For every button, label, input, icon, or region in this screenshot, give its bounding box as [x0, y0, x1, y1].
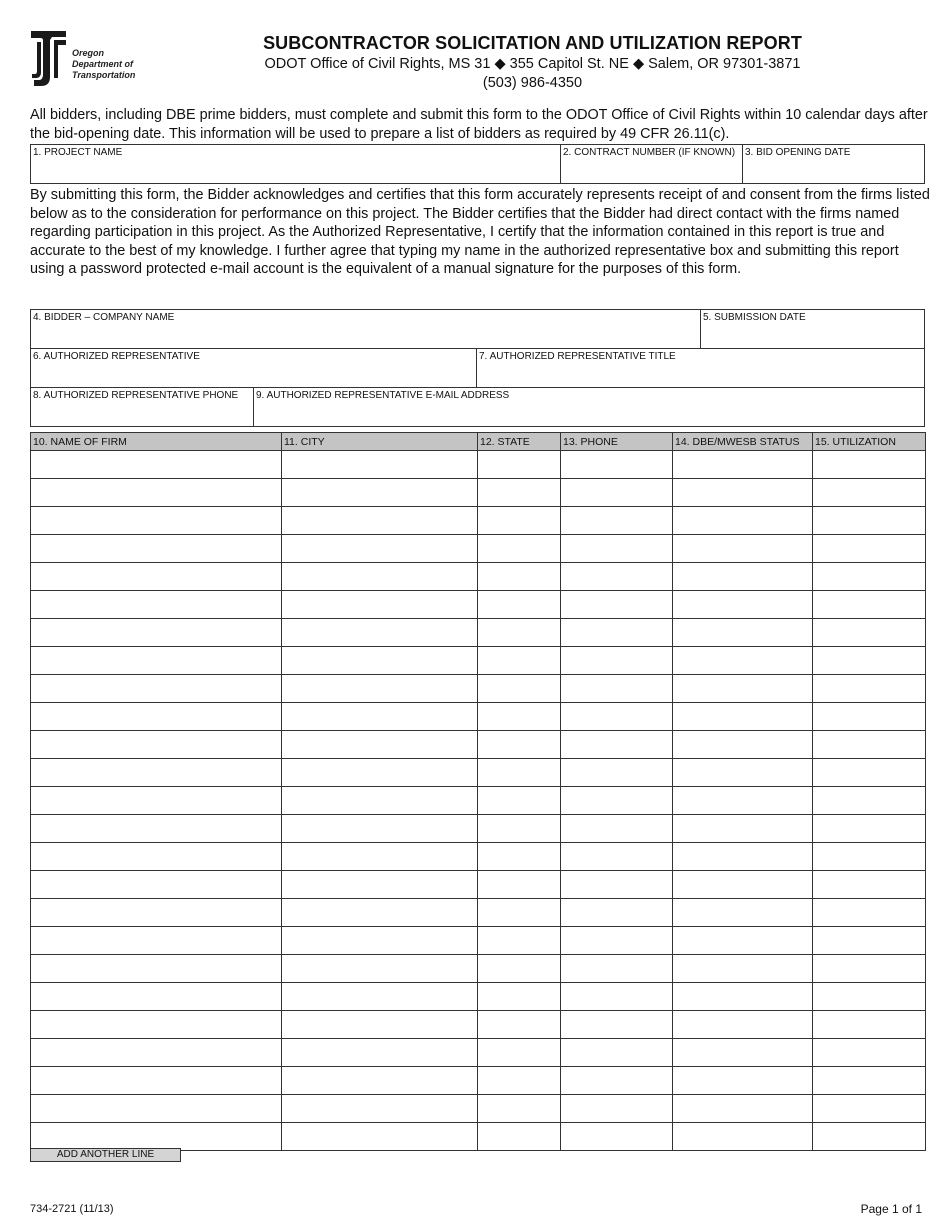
state-cell[interactable]: [478, 647, 561, 675]
authorized-rep-field[interactable]: [30, 348, 477, 388]
firm-name-cell[interactable]: [31, 591, 282, 619]
phone-cell[interactable]: [561, 815, 673, 843]
table-row: [31, 591, 926, 619]
state-cell[interactable]: [478, 1039, 561, 1067]
dbe-status-cell[interactable]: [673, 1067, 813, 1095]
utilization-cell[interactable]: [813, 759, 926, 787]
dbe-status-cell[interactable]: [673, 1039, 813, 1067]
table-row: [31, 675, 926, 703]
phone-cell[interactable]: [561, 871, 673, 899]
city-cell[interactable]: [282, 507, 478, 535]
city-cell[interactable]: [282, 787, 478, 815]
utilization-cell[interactable]: [813, 843, 926, 871]
phone-cell[interactable]: [561, 1123, 673, 1151]
firm-name-cell[interactable]: [31, 1123, 282, 1151]
authorized-rep-email-field[interactable]: [253, 387, 925, 427]
firm-name-cell[interactable]: [31, 507, 282, 535]
table-row: [31, 1123, 926, 1151]
firm-name-cell[interactable]: [31, 479, 282, 507]
utilization-cell[interactable]: [813, 675, 926, 703]
firm-name-cell[interactable]: [31, 703, 282, 731]
add-another-line-button[interactable]: ADD ANOTHER LINE: [30, 1148, 181, 1162]
city-cell[interactable]: [282, 619, 478, 647]
table-row: [31, 479, 926, 507]
state-cell[interactable]: [478, 1123, 561, 1151]
state-cell[interactable]: [478, 871, 561, 899]
table-row: [31, 871, 926, 899]
firm-name-cell[interactable]: [31, 1095, 282, 1123]
column-header-phone: 13. PHONE: [561, 433, 673, 451]
state-cell[interactable]: [478, 759, 561, 787]
city-cell[interactable]: [282, 1011, 478, 1039]
state-cell[interactable]: [478, 451, 561, 479]
dbe-status-cell[interactable]: [673, 703, 813, 731]
city-cell[interactable]: [282, 955, 478, 983]
phone-cell[interactable]: [561, 899, 673, 927]
authorized-rep-phone-field[interactable]: [30, 387, 254, 427]
bid-opening-date-label: 3. BID OPENING DATE: [745, 147, 851, 158]
city-cell[interactable]: [282, 535, 478, 563]
utilization-cell[interactable]: [813, 899, 926, 927]
utilization-cell[interactable]: [813, 815, 926, 843]
phone-cell[interactable]: [561, 955, 673, 983]
city-cell[interactable]: [282, 1039, 478, 1067]
state-cell[interactable]: [478, 535, 561, 563]
phone-cell[interactable]: [561, 927, 673, 955]
utilization-cell[interactable]: [813, 787, 926, 815]
phone-cell[interactable]: [561, 451, 673, 479]
firm-name-cell[interactable]: [31, 899, 282, 927]
table-row: [31, 647, 926, 675]
column-header-utilization: 15. UTILIZATION: [813, 433, 926, 451]
city-cell[interactable]: [282, 871, 478, 899]
utilization-cell[interactable]: [813, 451, 926, 479]
state-cell[interactable]: [478, 955, 561, 983]
table-row: [31, 983, 926, 1011]
table-row: [31, 955, 926, 983]
dbe-status-cell[interactable]: [673, 563, 813, 591]
dbe-status-cell[interactable]: [673, 983, 813, 1011]
table-row: [31, 563, 926, 591]
city-cell[interactable]: [282, 591, 478, 619]
state-cell[interactable]: [478, 1011, 561, 1039]
form-number: 734-2721 (11/13): [30, 1203, 114, 1215]
firm-name-cell[interactable]: [31, 815, 282, 843]
dbe-status-cell[interactable]: [673, 451, 813, 479]
state-cell[interactable]: [478, 675, 561, 703]
table-row: [31, 507, 926, 535]
utilization-cell[interactable]: [813, 507, 926, 535]
table-row: [31, 1095, 926, 1123]
submission-date-field[interactable]: [700, 309, 925, 349]
phone-cell[interactable]: [561, 1011, 673, 1039]
utilization-cell[interactable]: [813, 927, 926, 955]
dbe-status-cell[interactable]: [673, 731, 813, 759]
phone-cell[interactable]: [561, 591, 673, 619]
state-cell[interactable]: [478, 703, 561, 731]
phone-cell[interactable]: [561, 479, 673, 507]
office-address: ODOT Office of Civil Rights, MS 31 ◆ 355 Capitol St. NE ◆ Salem, OR 97301-3871: [264, 56, 801, 72]
utilization-cell[interactable]: [813, 479, 926, 507]
utilization-cell[interactable]: [813, 647, 926, 675]
state-cell[interactable]: [478, 731, 561, 759]
state-cell[interactable]: [478, 843, 561, 871]
utilization-cell[interactable]: [813, 1095, 926, 1123]
firm-name-cell[interactable]: [31, 675, 282, 703]
dbe-status-cell[interactable]: [673, 591, 813, 619]
table-row: [31, 1011, 926, 1039]
column-header-city: 11. CITY: [282, 433, 478, 451]
phone-cell[interactable]: [561, 843, 673, 871]
dbe-status-cell[interactable]: [673, 1123, 813, 1151]
office-phone: (503) 986-4350: [482, 75, 583, 91]
utilization-cell[interactable]: [813, 1039, 926, 1067]
phone-cell[interactable]: [561, 731, 673, 759]
bidder-company-field[interactable]: [30, 309, 701, 349]
utilization-cell[interactable]: [813, 591, 926, 619]
table-row: [31, 1067, 926, 1095]
project-name-label: 1. PROJECT NAME: [33, 147, 123, 158]
odot-logo-mark: [30, 28, 70, 88]
phone-cell[interactable]: [561, 1095, 673, 1123]
city-cell[interactable]: [282, 703, 478, 731]
dbe-status-cell[interactable]: [673, 759, 813, 787]
city-cell[interactable]: [282, 815, 478, 843]
bidder-company-label: 4. BIDDER – COMPANY NAME: [33, 312, 175, 323]
contract-number-field[interactable]: [560, 144, 743, 184]
contract-number-label: 2. CONTRACT NUMBER (IF KNOWN): [563, 147, 736, 158]
city-cell[interactable]: [282, 899, 478, 927]
city-cell[interactable]: [282, 451, 478, 479]
phone-cell[interactable]: [561, 759, 673, 787]
utilization-cell[interactable]: [813, 1011, 926, 1039]
firm-name-cell[interactable]: [31, 1039, 282, 1067]
phone-cell[interactable]: [561, 787, 673, 815]
dbe-status-cell[interactable]: [673, 927, 813, 955]
dbe-status-cell[interactable]: [673, 619, 813, 647]
dbe-status-cell[interactable]: [673, 787, 813, 815]
table-row: [31, 899, 926, 927]
utilization-cell[interactable]: [813, 619, 926, 647]
firm-name-cell[interactable]: [31, 955, 282, 983]
table-row: [31, 1039, 926, 1067]
page-number: Page 1 of 1: [860, 1202, 922, 1216]
state-cell[interactable]: [478, 983, 561, 1011]
city-cell[interactable]: [282, 983, 478, 1011]
column-header-state: 12. STATE: [478, 433, 561, 451]
column-header-dbe-status: 14. DBE/MWESB STATUS: [673, 433, 813, 451]
utilization-cell[interactable]: [813, 703, 926, 731]
city-cell[interactable]: [282, 843, 478, 871]
firm-name-cell[interactable]: [31, 535, 282, 563]
subcontractor-table: [30, 432, 926, 1151]
table-row: [31, 927, 926, 955]
firm-name-cell[interactable]: [31, 731, 282, 759]
logo-line-1: Oregon: [72, 48, 105, 58]
firm-name-cell[interactable]: [31, 647, 282, 675]
firm-name-cell[interactable]: [31, 927, 282, 955]
phone-cell[interactable]: [561, 535, 673, 563]
phone-cell[interactable]: [561, 647, 673, 675]
city-cell[interactable]: [282, 479, 478, 507]
dbe-status-cell[interactable]: [673, 647, 813, 675]
authorized-rep-phone-label: 8. AUTHORIZED REPRESENTATIVE PHONE: [33, 390, 239, 401]
city-cell[interactable]: [282, 731, 478, 759]
dbe-status-cell[interactable]: [673, 479, 813, 507]
firm-name-cell[interactable]: [31, 787, 282, 815]
logo-text: [72, 48, 135, 81]
city-cell[interactable]: [282, 563, 478, 591]
phone-cell[interactable]: [561, 1039, 673, 1067]
phone-cell[interactable]: [561, 703, 673, 731]
city-cell[interactable]: [282, 1067, 478, 1095]
utilization-cell[interactable]: [813, 955, 926, 983]
utilization-cell[interactable]: [813, 1067, 926, 1095]
state-cell[interactable]: [478, 479, 561, 507]
certification-statement: By submitting this form, the Bidder acknowledges and certifies that this form accurately represents receipt of and consent from the firms listed below as to the consideration for performance on this project. The Bidder certifies that the Bidder had direct contact with the firms named regarding participation in this project. As the Authorized Representative, I certify that the information contained in this report is true and accurate to the best of my knowledge. I further agree that typing my name in the authorized representative box and submitting this report using a password protected e-mail account is the equivalent of a manual signature for the purposes of this form.: [30, 187, 930, 278]
table-row: [31, 787, 926, 815]
firm-name-cell[interactable]: [31, 983, 282, 1011]
state-cell[interactable]: [478, 619, 561, 647]
state-cell[interactable]: [478, 927, 561, 955]
table-row: [31, 451, 926, 479]
odot-logo: [30, 28, 150, 88]
dbe-status-cell[interactable]: [673, 843, 813, 871]
project-name-field[interactable]: [30, 144, 561, 184]
state-cell[interactable]: [478, 1095, 561, 1123]
dbe-status-cell[interactable]: [673, 871, 813, 899]
city-cell[interactable]: [282, 1095, 478, 1123]
authorized-rep-email-label: 9. AUTHORIZED REPRESENTATIVE E-MAIL ADDRESS: [256, 390, 510, 401]
dbe-status-cell[interactable]: [673, 675, 813, 703]
column-header-firm-name: 10. NAME OF FIRM: [31, 433, 282, 451]
table-row: [31, 759, 926, 787]
authorized-rep-label: 6. AUTHORIZED REPRESENTATIVE: [33, 351, 200, 362]
utilization-cell[interactable]: [813, 1123, 926, 1151]
firm-name-cell[interactable]: [31, 451, 282, 479]
utilization-cell[interactable]: [813, 731, 926, 759]
firm-name-cell[interactable]: [31, 871, 282, 899]
dbe-status-cell[interactable]: [673, 1095, 813, 1123]
phone-cell[interactable]: [561, 675, 673, 703]
state-cell[interactable]: [478, 591, 561, 619]
state-cell[interactable]: [478, 815, 561, 843]
table-row: [31, 843, 926, 871]
state-cell[interactable]: [478, 787, 561, 815]
firm-name-cell[interactable]: [31, 1067, 282, 1095]
form-title: SUBCONTRACTOR SOLICITATION AND UTILIZATION REPORT: [263, 33, 802, 53]
firm-name-cell[interactable]: [31, 563, 282, 591]
dbe-status-cell[interactable]: [673, 1011, 813, 1039]
state-cell[interactable]: [478, 507, 561, 535]
dbe-status-cell[interactable]: [673, 955, 813, 983]
table-row: [31, 535, 926, 563]
phone-cell[interactable]: [561, 983, 673, 1011]
authorized-rep-title-field[interactable]: [476, 348, 925, 388]
firm-name-cell[interactable]: [31, 619, 282, 647]
utilization-cell[interactable]: [813, 871, 926, 899]
utilization-cell[interactable]: [813, 983, 926, 1011]
city-cell[interactable]: [282, 675, 478, 703]
utilization-cell[interactable]: [813, 535, 926, 563]
state-cell[interactable]: [478, 563, 561, 591]
city-cell[interactable]: [282, 927, 478, 955]
logo-line-2: Department of: [72, 59, 134, 69]
bid-opening-date-field[interactable]: [742, 144, 925, 184]
table-row: [31, 815, 926, 843]
city-cell[interactable]: [282, 1123, 478, 1151]
phone-cell[interactable]: [561, 1067, 673, 1095]
dbe-status-cell[interactable]: [673, 899, 813, 927]
table-row: [31, 619, 926, 647]
dbe-status-cell[interactable]: [673, 507, 813, 535]
dbe-status-cell[interactable]: [673, 815, 813, 843]
state-cell[interactable]: [478, 1067, 561, 1095]
firm-name-cell[interactable]: [31, 1011, 282, 1039]
logo-line-3: Transportation: [72, 70, 136, 80]
city-cell[interactable]: [282, 759, 478, 787]
table-header-row: [31, 433, 926, 451]
firm-name-cell[interactable]: [31, 759, 282, 787]
firm-name-cell[interactable]: [31, 843, 282, 871]
intro-instructions: All bidders, including DBE prime bidders, must complete and submit this form to the ODOT Office of Civil Rights within 10 calendar days after the bid-opening date. This information will be used to prepare a list of bidders as required by 49 CFR 26.11(c).: [30, 107, 928, 142]
phone-cell[interactable]: [561, 563, 673, 591]
state-cell[interactable]: [478, 899, 561, 927]
city-cell[interactable]: [282, 647, 478, 675]
dbe-status-cell[interactable]: [673, 535, 813, 563]
utilization-cell[interactable]: [813, 563, 926, 591]
authorized-rep-title-label: 7. AUTHORIZED REPRESENTATIVE TITLE: [479, 351, 676, 362]
table-row: [31, 731, 926, 759]
table-body: [31, 451, 926, 1151]
table-row: [31, 703, 926, 731]
submission-date-label: 5. SUBMISSION DATE: [703, 312, 806, 323]
phone-cell[interactable]: [561, 619, 673, 647]
phone-cell[interactable]: [561, 507, 673, 535]
